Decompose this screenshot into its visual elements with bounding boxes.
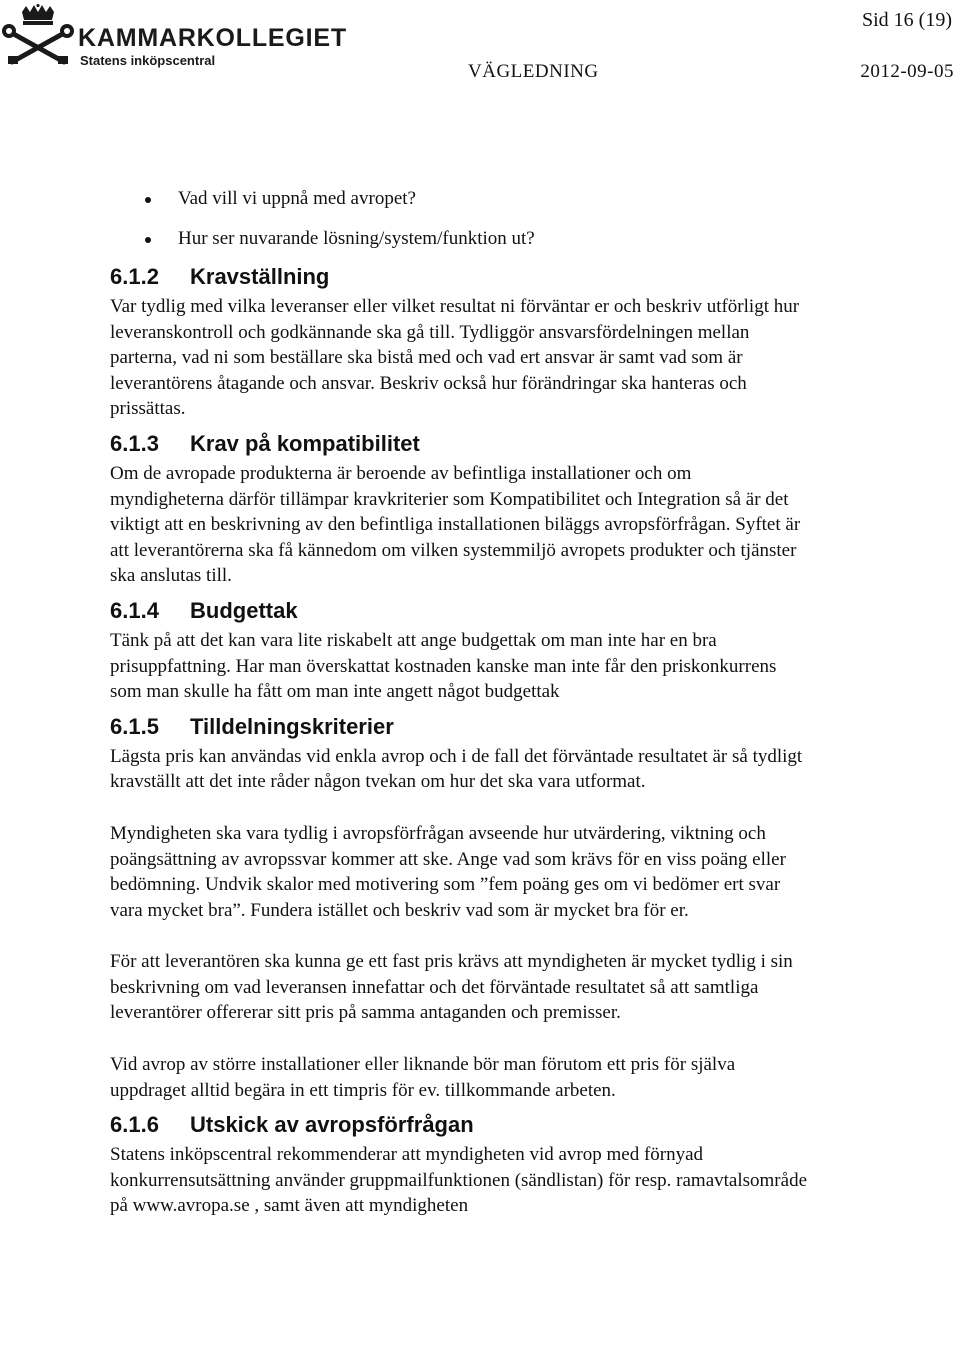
section-heading — [110, 598, 810, 624]
section-number: 6.1.6 — [110, 1112, 159, 1138]
section-title: Kravställning — [190, 264, 330, 289]
paragraph: Var tydlig med vilka leveranser eller vilket resultat ni förväntar er och beskriv utförligt hur leveranskontroll och godkännande ska gå till. Tydliggör ansvarsfördelningen mellan parterna, vad ni som beställare ska bistå med och vad ert ansvar är samt vad som är leverantörens åtagande och ansvar. Beskriv också hur förändringar ska hanteras och prissättas. — [110, 296, 800, 420]
section-number: 6.1.2 — [110, 264, 159, 289]
section-title: Tilldelningskriterier — [190, 713, 394, 739]
section-number: 6.1.3 — [110, 430, 159, 456]
page-header — [0, 0, 960, 90]
paragraph: Vid avrop av större installationer eller liknande bör man förutom ett pris för själva uppdraget alltid begära in ett timpris för ev. tillkommande arbeten. — [110, 1054, 736, 1101]
bullet-text: Vad vill vi uppnå med avropet? — [178, 188, 416, 209]
bullet-text: Hur ser nuvarande lösning/system/funktion ut? — [178, 228, 535, 249]
list-item — [0, 226, 810, 252]
document-date: 2012-09-05 — [860, 61, 954, 82]
section-heading — [110, 264, 810, 290]
paragraph: För att leverantören ska kunna ge ett fast pris krävs att myndigheten är mycket tydlig i sin beskrivning om vad leveransen innefattar och det förväntade resultatet så att samtliga leverantörer offererar sitt pris på samma antaganden och premisser. — [110, 951, 793, 1024]
paragraph: Tänk på att det kan vara lite riskabelt att ange budgettak om man inte har en bra prisuppfattning. Har man överskattat kostnaden kanske man inte får den priskonkurrens som man skulle ha fått om man inte angett något budgettak — [110, 629, 777, 703]
bullet-list — [110, 186, 810, 252]
section-heading — [110, 1112, 810, 1138]
section-heading — [110, 431, 810, 457]
document-body — [110, 186, 810, 1219]
logo-name: KAMMARKOLLEGIET — [78, 24, 347, 52]
section-title: Budgettak — [190, 597, 298, 623]
section-title: Krav på kompatibilitet — [190, 430, 420, 456]
section-number: 6.1.4 — [110, 597, 159, 623]
paragraph: Lägsta pris kan användas vid enkla avrop och i de fall det förväntade resultatet är så tydligt kravställt att det inte råder någon tvekan om hur det ska vara utformat. — [110, 745, 803, 793]
section-number: 6.1.5 — [110, 713, 159, 739]
document-type: VÄGLEDNING — [468, 61, 599, 82]
section-title: Utskick av avropsförfrågan — [190, 1112, 474, 1138]
section-heading — [110, 714, 810, 740]
kammarkollegiet-logo — [0, 4, 347, 68]
list-item — [0, 186, 810, 212]
paragraph: Om de avropade produkterna är beroende av befintliga installationer och om myndigheterna därför tillämpar kravkriterier som Kompatibilitet och Integration så är det viktigt att en beskrivning av den befintliga installationen biläggs avropsförfrågan. Syftet är att leverantörerna ska få kännedom om vilken systemmiljö avropets produkter och tjänster ska anslutas till. — [110, 462, 801, 587]
paragraph: Statens inköpscentral rekommenderar att myndigheten vid avrop med förnyad konkurrensutsättning använder gruppmailfunktionen (sändlistan) för resp. ramavtalsområde på www.avropa.se , samt även att myndigheten — [110, 1144, 807, 1217]
logo-subtitle: Statens inköpscentral — [80, 53, 216, 68]
paragraph: Myndigheten ska vara tydlig i avropsförfrågan avseende hur utvärdering, viktning och poängsättning av avropssvar kommer att ske. Ange vad som krävs för en viss poäng eller bedömning. Undvik skalor med motivering som ”fem poäng ges om vi bedömer ert svar vara mycket bra”. Fundera istället och beskriv vad som är mycket bra för er. — [110, 822, 786, 921]
crown-and-keys-icon — [0, 4, 76, 66]
page-number: Sid 16 (19) — [862, 9, 952, 31]
